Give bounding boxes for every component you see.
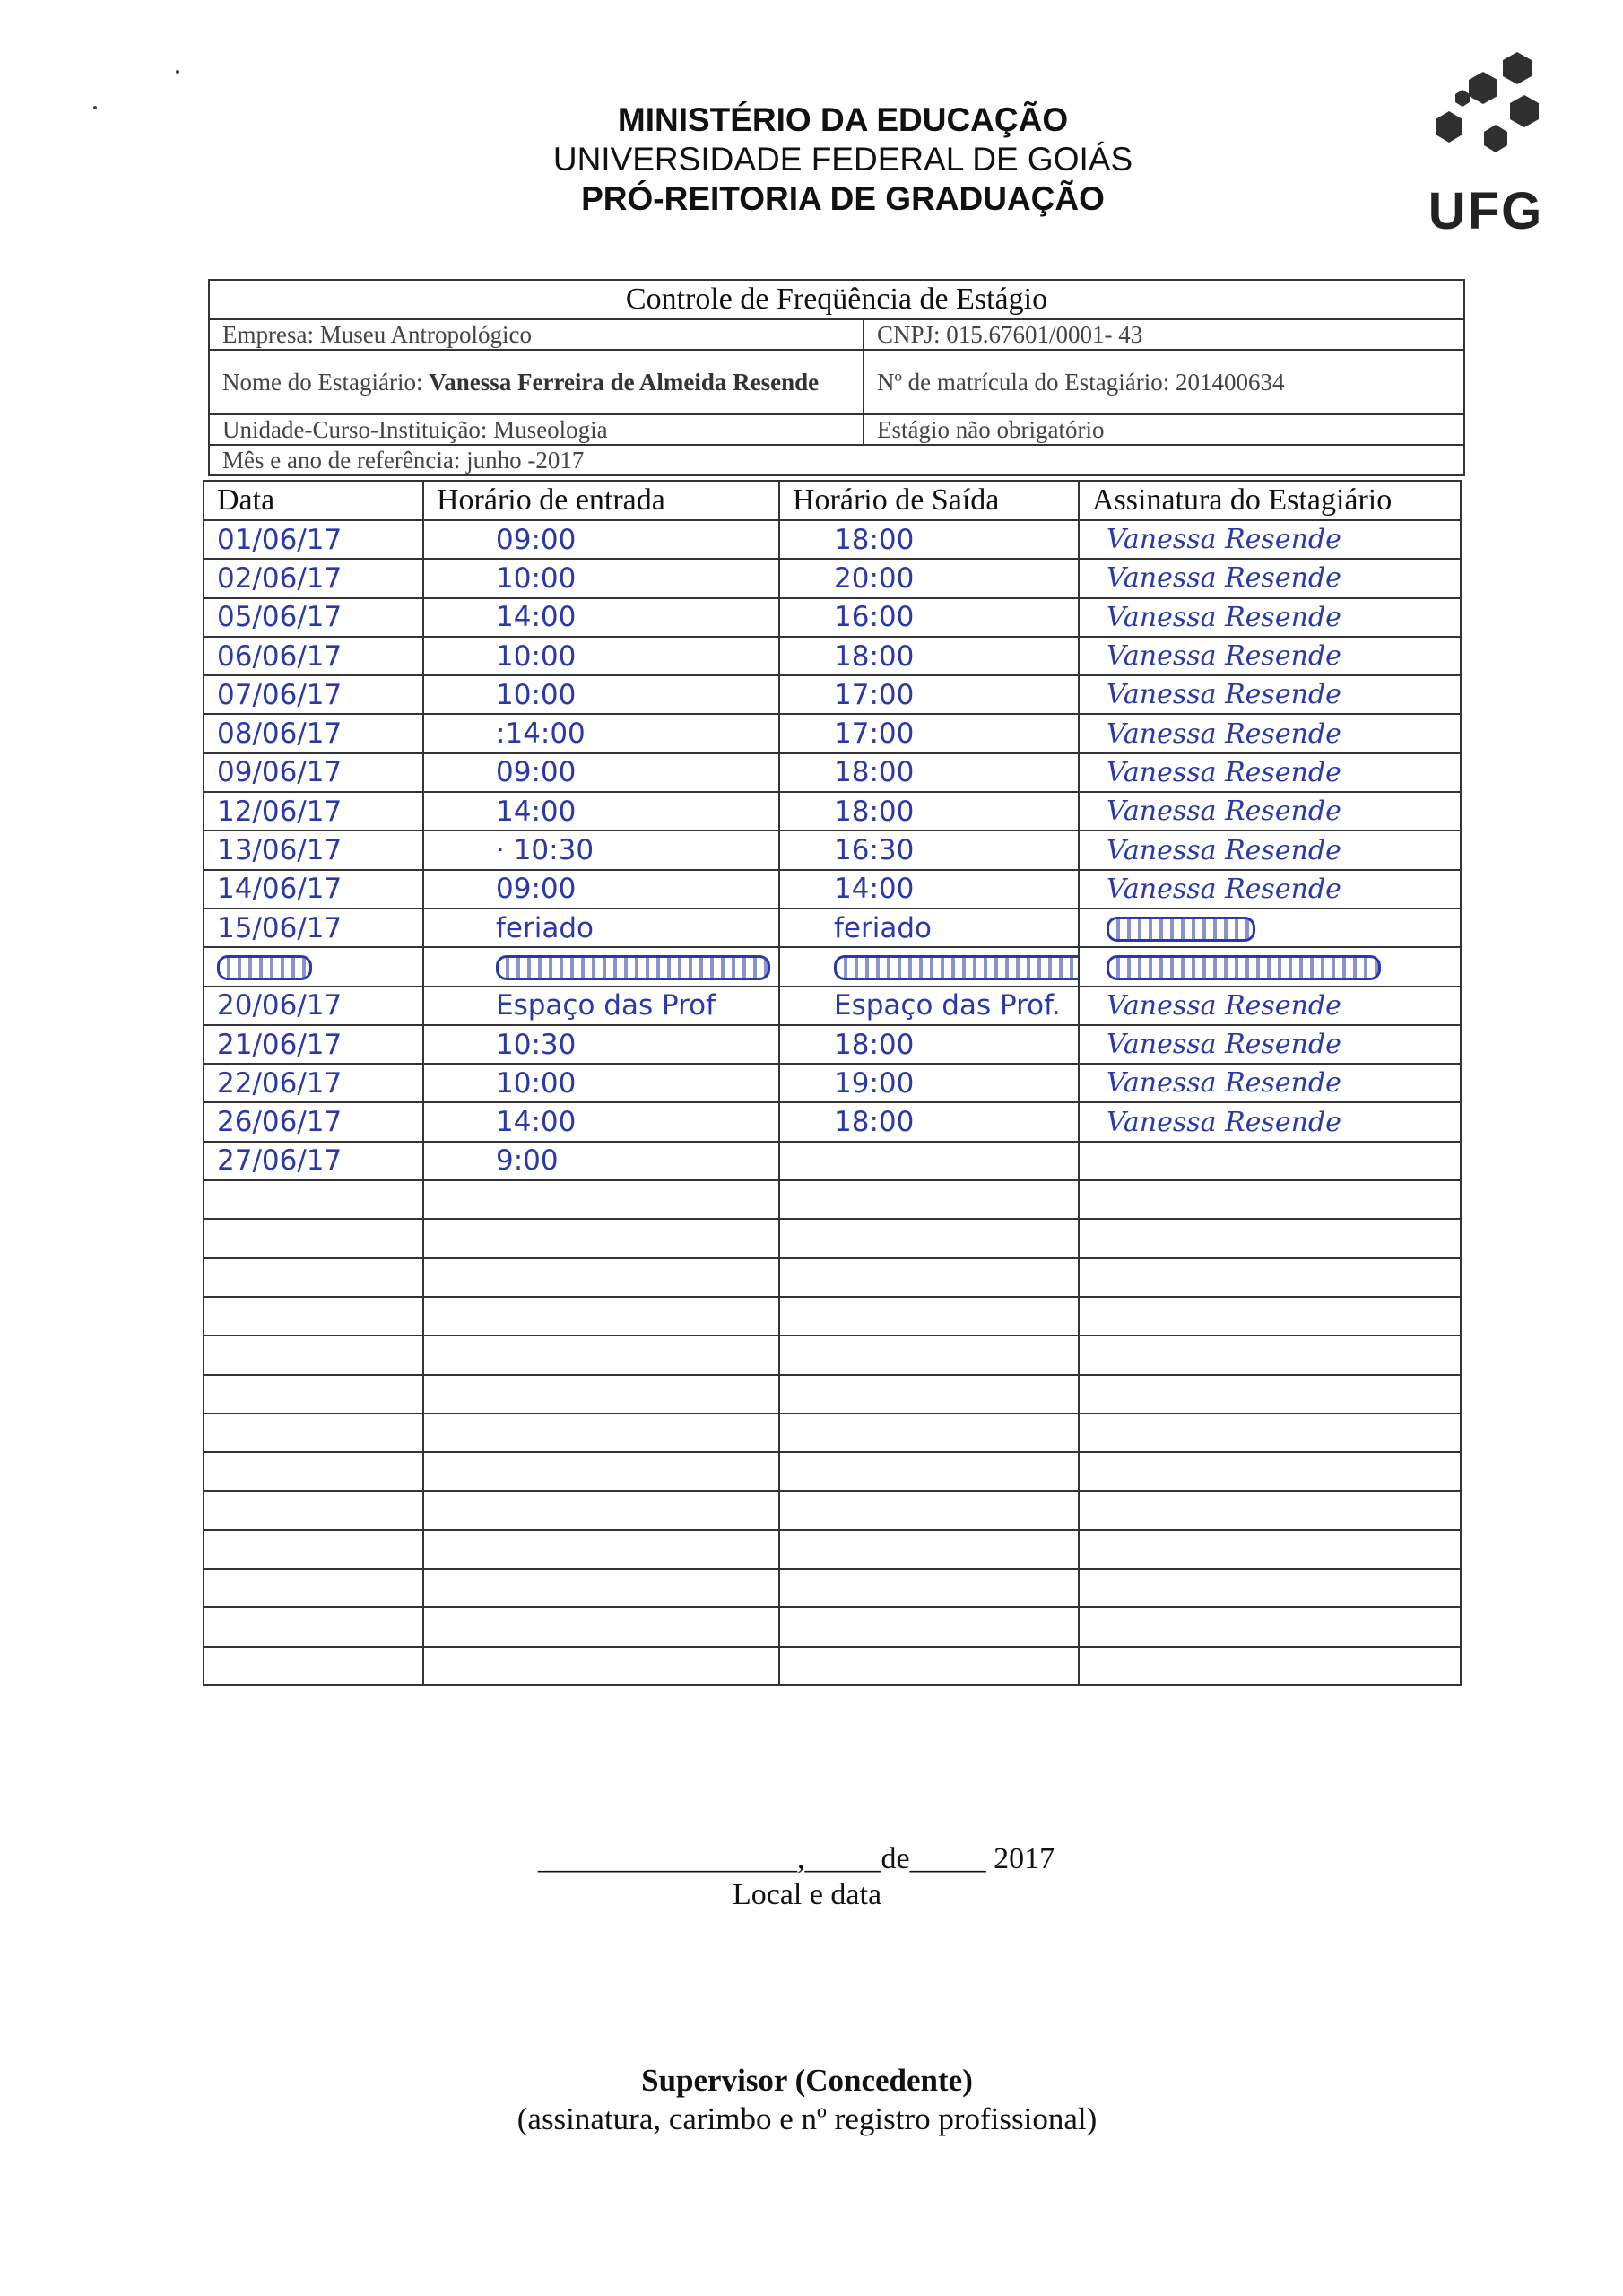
exit-time-cell [779, 1335, 1079, 1374]
entry-time-cell [423, 1297, 779, 1335]
table-row [204, 987, 1461, 1025]
table-row [204, 1335, 1461, 1374]
scribbled-out-mark [217, 955, 312, 980]
table-row [204, 1258, 1461, 1297]
exit-time-cell [779, 1607, 1079, 1646]
institution-header [502, 100, 1184, 219]
table-row [204, 831, 1461, 869]
entry-time-cell: 9:00 [423, 1142, 779, 1180]
exit-time-cell: 19:00 [779, 1064, 1079, 1102]
scribbled-out-mark [1107, 955, 1381, 980]
date-cell [204, 1647, 423, 1685]
local-date-caption: Local e data [732, 1878, 882, 1911]
entry-time-cell [423, 1180, 779, 1219]
table-row [204, 637, 1461, 675]
internship-type-field: Estágio não obrigatório [864, 414, 1464, 445]
signature-cell: Vanessa Resende [1079, 1064, 1461, 1102]
scan-speck [93, 106, 97, 109]
exit-time-cell: 16:00 [779, 598, 1079, 637]
date-cell [204, 1180, 423, 1219]
entry-time-cell: 14:00 [423, 598, 779, 637]
table-row [204, 1607, 1461, 1646]
ufg-logo-text: UFG [1428, 182, 1544, 240]
entry-time-cell [423, 1530, 779, 1569]
column-header-date: Data [204, 481, 423, 520]
date-cell [204, 1569, 423, 1607]
date-cell: 20/06/17 [204, 987, 423, 1025]
exit-time-cell [779, 1180, 1079, 1219]
company-field: Empresa: Museu Antropológico [209, 319, 864, 350]
signature-cell [1079, 1219, 1461, 1257]
ministry-title: MINISTÉRIO DA EDUCAÇÃO [617, 101, 1069, 138]
table-row [204, 520, 1461, 559]
exit-time-cell [779, 1258, 1079, 1297]
column-header-signature: Assinatura do Estagiário [1079, 481, 1461, 520]
date-cell [204, 1219, 423, 1257]
entry-time-cell: feriado [423, 909, 779, 947]
table-row [204, 675, 1461, 714]
signature-cell: Vanessa Resende [1079, 987, 1461, 1025]
signature-cell: Vanessa Resende [1079, 637, 1461, 675]
table-row [204, 792, 1461, 831]
exit-time-cell: 18:00 [779, 1102, 1079, 1141]
exit-time-cell [779, 1297, 1079, 1335]
table-row [204, 1647, 1461, 1685]
table-row [204, 598, 1461, 637]
exit-time-cell [779, 1491, 1079, 1529]
table-row [204, 1413, 1461, 1452]
entry-time-cell [423, 1569, 779, 1607]
entry-time-cell [423, 1413, 779, 1452]
entry-time-cell: Espaço das Prof [423, 987, 779, 1025]
entry-time-cell [423, 1491, 779, 1529]
exit-time-cell: 14:00 [779, 870, 1079, 909]
signature-cell: Vanessa Resende [1079, 792, 1461, 831]
supervisor-title: Supervisor (Concedente) [641, 2063, 973, 2098]
signature-cell [1079, 947, 1461, 986]
table-row [204, 1297, 1461, 1335]
date-cell: 09/06/17 [204, 753, 423, 792]
unit-course-field: Unidade-Curso-Instituição: Museologia [209, 414, 864, 445]
entry-time-cell: 09:00 [423, 520, 779, 559]
signature-cell [1079, 1491, 1461, 1529]
date-cell: 06/06/17 [204, 637, 423, 675]
column-header-exit: Horário de Saída [779, 481, 1079, 520]
scribbled-out-mark [834, 955, 1079, 980]
exit-time-cell: 18:00 [779, 753, 1079, 792]
table-row [204, 947, 1461, 986]
date-cell [204, 1491, 423, 1529]
signature-cell: Vanessa Resende [1079, 831, 1461, 869]
date-cell [204, 1413, 423, 1452]
entry-time-cell: 09:00 [423, 753, 779, 792]
date-cell: 08/06/17 [204, 714, 423, 752]
signature-cell [1079, 1413, 1461, 1452]
form-title: Controle de Freqüência de Estágio [209, 280, 1464, 319]
date-cell: 13/06/17 [204, 831, 423, 869]
local-date-line: _________________,_____de_____ 2017 [538, 1842, 1055, 1875]
date-cell: 22/06/17 [204, 1064, 423, 1102]
entry-time-cell: 14:00 [423, 1102, 779, 1141]
date-cell: 21/06/17 [204, 1025, 423, 1064]
table-row [204, 1375, 1461, 1413]
entry-time-cell: 10:00 [423, 559, 779, 597]
table-row [204, 909, 1461, 947]
exit-time-cell: 18:00 [779, 1025, 1079, 1064]
enrollment-field: Nº de matrícula do Estagiário: 201400634 [864, 350, 1464, 414]
exit-time-cell [779, 1375, 1079, 1413]
date-cell: 27/06/17 [204, 1142, 423, 1180]
attendance-table [203, 480, 1462, 1686]
intern-name-field [209, 350, 864, 414]
signature-cell: Vanessa Resende [1079, 598, 1461, 637]
date-cell: 26/06/17 [204, 1102, 423, 1141]
intern-name-value: Vanessa Ferreira de Almeida Resende [429, 369, 820, 396]
reference-month-field: Mês e ano de referência: junho -2017 [209, 445, 1464, 475]
signature-cell [1079, 1258, 1461, 1297]
scribbled-out-mark [1107, 917, 1255, 942]
table-row [204, 1064, 1461, 1102]
exit-time-cell: 17:00 [779, 675, 1079, 714]
date-cell: 14/06/17 [204, 870, 423, 909]
date-cell [204, 1258, 423, 1297]
signature-cell [1079, 1452, 1461, 1491]
entry-time-cell: 10:00 [423, 675, 779, 714]
signature-cell: Vanessa Resende [1079, 753, 1461, 792]
signature-cell: Vanessa Resende [1079, 1102, 1461, 1141]
exit-time-cell: 16:30 [779, 831, 1079, 869]
table-row [204, 1025, 1461, 1064]
date-cell [204, 1375, 423, 1413]
entry-time-cell: 10:00 [423, 637, 779, 675]
date-cell: 15/06/17 [204, 909, 423, 947]
supervisor-subtitle: (assinatura, carimbo e nº registro profissional) [516, 2101, 1098, 2136]
date-cell: 01/06/17 [204, 520, 423, 559]
entry-time-cell: · 10:30 [423, 831, 779, 869]
table-row [204, 1569, 1461, 1607]
signature-cell [1079, 1375, 1461, 1413]
signature-cell [1079, 1297, 1461, 1335]
entry-time-cell: 10:00 [423, 1064, 779, 1102]
entry-time-cell [423, 1375, 779, 1413]
exit-time-cell [779, 1219, 1079, 1257]
entry-time-cell: 10:30 [423, 1025, 779, 1064]
date-cell [204, 947, 423, 986]
signature-cell [1079, 1569, 1461, 1607]
date-cell: 02/06/17 [204, 559, 423, 597]
exit-time-cell [779, 1647, 1079, 1685]
exit-time-cell [779, 1452, 1079, 1491]
column-header-entry: Horário de entrada [423, 481, 779, 520]
exit-time-cell: 18:00 [779, 520, 1079, 559]
table-row [204, 559, 1461, 597]
exit-time-cell: 18:00 [779, 637, 1079, 675]
date-cell: 12/06/17 [204, 792, 423, 831]
internship-info-table [208, 279, 1465, 476]
entry-time-cell [423, 1219, 779, 1257]
cnpj-field: CNPJ: 015.67601/0001- 43 [864, 319, 1464, 350]
date-cell [204, 1297, 423, 1335]
table-row [204, 1180, 1461, 1219]
signature-cell [1079, 1335, 1461, 1374]
table-row [204, 1452, 1461, 1491]
table-row [204, 1491, 1461, 1529]
exit-time-cell [779, 1569, 1079, 1607]
signature-cell [1079, 1180, 1461, 1219]
entry-time-cell [423, 1258, 779, 1297]
scan-speck [176, 70, 179, 74]
exit-time-cell [779, 947, 1079, 986]
table-row [204, 714, 1461, 752]
table-row [204, 1142, 1461, 1180]
scribbled-out-mark [496, 955, 770, 980]
entry-time-cell [423, 1647, 779, 1685]
signature-cell: Vanessa Resende [1079, 675, 1461, 714]
intern-name-label: Nome do Estagiário: [222, 369, 430, 396]
signature-cell: Vanessa Resende [1079, 559, 1461, 597]
entry-time-cell: :14:00 [423, 714, 779, 752]
signature-cell [1079, 909, 1461, 947]
signature-cell [1079, 1530, 1461, 1569]
exit-time-cell: 20:00 [779, 559, 1079, 597]
table-row [204, 870, 1461, 909]
exit-time-cell [779, 1142, 1079, 1180]
entry-time-cell [423, 1335, 779, 1374]
date-cell [204, 1452, 423, 1491]
exit-time-cell [779, 1413, 1079, 1452]
pro-rectorate-title: PRÓ-REITORIA DE GRADUAÇÃO [581, 180, 1105, 217]
university-title: UNIVERSIDADE FEDERAL DE GOIÁS [552, 141, 1133, 178]
signature-cell [1079, 1647, 1461, 1685]
entry-time-cell: 09:00 [423, 870, 779, 909]
exit-time-cell: Espaço das Prof. [779, 987, 1079, 1025]
exit-time-cell: 17:00 [779, 714, 1079, 752]
table-row [204, 753, 1461, 792]
ufg-logo [1419, 48, 1553, 240]
signature-cell: Vanessa Resende [1079, 520, 1461, 559]
exit-time-cell [779, 1530, 1079, 1569]
date-cell [204, 1335, 423, 1374]
signature-cell: Vanessa Resende [1079, 1025, 1461, 1064]
date-cell [204, 1607, 423, 1646]
table-row [204, 1530, 1461, 1569]
entry-time-cell [423, 1452, 779, 1491]
ufg-hexagon-icon [1419, 48, 1553, 183]
signature-cell: Vanessa Resende [1079, 870, 1461, 909]
entry-time-cell: 14:00 [423, 792, 779, 831]
date-cell [204, 1530, 423, 1569]
signature-cell [1079, 1142, 1461, 1180]
entry-time-cell [423, 947, 779, 986]
entry-time-cell [423, 1607, 779, 1646]
date-cell: 05/06/17 [204, 598, 423, 637]
signature-cell [1079, 1607, 1461, 1646]
exit-time-cell: feriado [779, 909, 1079, 947]
exit-time-cell: 18:00 [779, 792, 1079, 831]
signature-cell: Vanessa Resende [1079, 714, 1461, 752]
table-row [204, 1102, 1461, 1141]
table-row [204, 1219, 1461, 1257]
date-cell: 07/06/17 [204, 675, 423, 714]
